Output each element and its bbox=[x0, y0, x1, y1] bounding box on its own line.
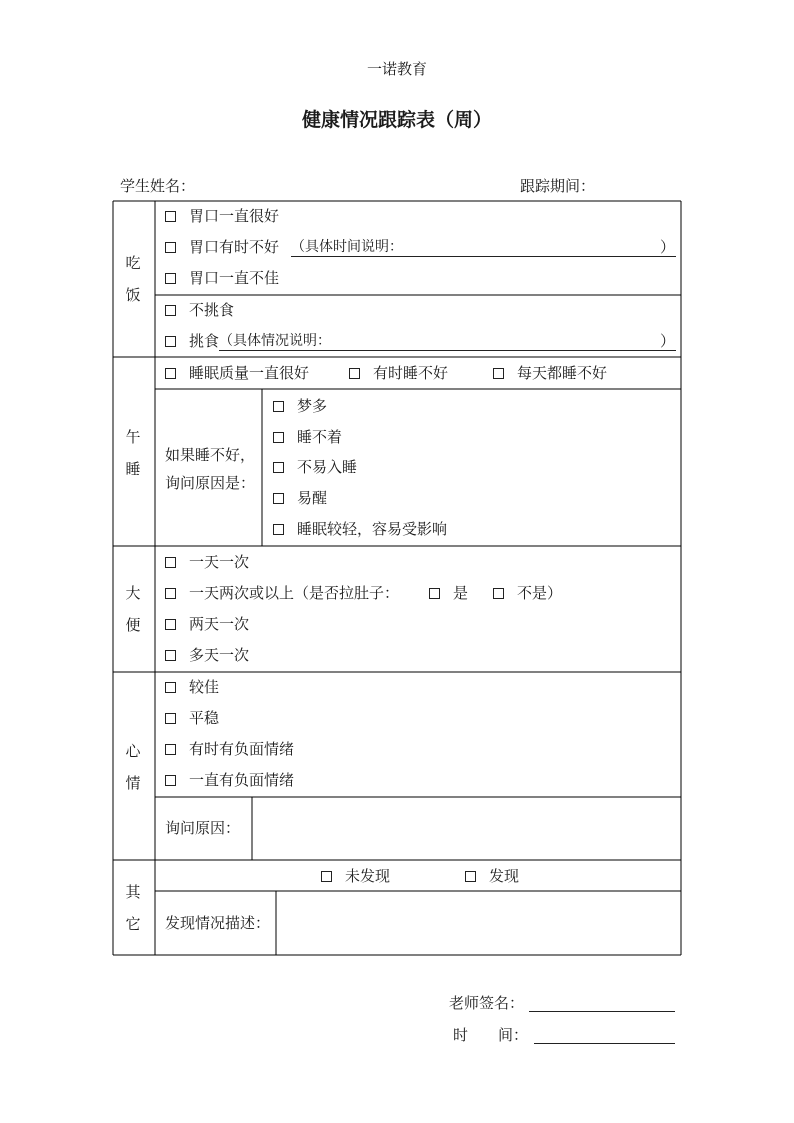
checkbox-box[interactable] bbox=[321, 871, 332, 882]
checkbox-box[interactable] bbox=[493, 588, 504, 599]
reason-light-sleeper-checkbox[interactable]: 睡眠较轻，容易受影响 bbox=[273, 519, 447, 539]
found-checkbox[interactable]: 发现 bbox=[465, 866, 519, 886]
bowel-once-daily-checkbox[interactable]: 一天一次 bbox=[165, 552, 249, 572]
signature-date-line[interactable] bbox=[534, 1043, 675, 1044]
mood-sometimes-negative-checkbox[interactable]: 有时有负面情绪 bbox=[165, 739, 294, 759]
reason-many-dreams-checkbox[interactable]: 梦多 bbox=[273, 396, 327, 416]
found-description-label: 发现情况描述： bbox=[165, 914, 271, 932]
tracking-period-label: 跟踪期间： bbox=[520, 177, 596, 195]
reason-hard-to-fall-asleep-checkbox[interactable]: 不易入睡 bbox=[273, 457, 357, 477]
picky-note-open: （具体情况说明： bbox=[219, 333, 331, 349]
checkbox-box[interactable] bbox=[273, 493, 284, 504]
page-title: 健康情况跟踪表（周） bbox=[301, 109, 492, 131]
appetite-sometimes-bad-checkbox[interactable]: 胃口有时不好 bbox=[165, 237, 279, 257]
bowel-section-label: 大 便 bbox=[125, 584, 141, 634]
nap-section-label: 午 睡 bbox=[125, 428, 141, 478]
checkbox-box[interactable] bbox=[165, 336, 176, 347]
appetite-note-open: （具体时间说明： bbox=[291, 239, 403, 255]
appetite-always-poor-checkbox[interactable]: 胃口一直不佳 bbox=[165, 268, 279, 288]
signature-date-label: 时 间： bbox=[453, 1026, 529, 1044]
mood-reason-field[interactable] bbox=[253, 798, 680, 859]
teacher-signature-label: 老师签名： bbox=[449, 994, 525, 1012]
sleep-sometimes-bad-checkbox[interactable]: 有时睡不好 bbox=[349, 363, 448, 383]
picky-note-close: ） bbox=[660, 332, 676, 350]
checkbox-box[interactable] bbox=[165, 619, 176, 630]
reason-cannot-sleep-checkbox[interactable]: 睡不着 bbox=[273, 427, 342, 447]
appetite-always-good-checkbox[interactable]: 胃口一直很好 bbox=[165, 206, 279, 226]
mood-good-checkbox[interactable]: 较佳 bbox=[165, 677, 219, 697]
sleep-daily-bad-checkbox[interactable]: 每天都睡不好 bbox=[493, 363, 607, 383]
appetite-note-close: ） bbox=[660, 238, 676, 256]
mood-section-label: 心 情 bbox=[125, 742, 141, 792]
checkbox-box[interactable] bbox=[165, 557, 176, 568]
sleep-quality-good-checkbox[interactable]: 睡眠质量一直很好 bbox=[165, 363, 309, 383]
checkbox-box[interactable] bbox=[165, 242, 176, 253]
found-description-field[interactable] bbox=[277, 892, 680, 954]
checkbox-box[interactable] bbox=[273, 401, 284, 412]
mood-stable-checkbox[interactable]: 平稳 bbox=[165, 708, 219, 728]
other-section-label: 其 它 bbox=[125, 883, 141, 933]
student-name-label: 学生姓名： bbox=[120, 177, 196, 195]
checkbox-box[interactable] bbox=[273, 432, 284, 443]
not-picky-checkbox[interactable]: 不挑食 bbox=[165, 300, 234, 320]
bowel-twice-daily-checkbox[interactable]: 一天两次或以上（是否拉肚子： bbox=[165, 583, 399, 603]
mood-always-negative-checkbox[interactable]: 一直有负面情绪 bbox=[165, 770, 294, 790]
teacher-signature-line[interactable] bbox=[529, 1011, 675, 1012]
diarrhea-no-checkbox[interactable]: 不是） bbox=[493, 583, 562, 603]
checkbox-box[interactable] bbox=[165, 588, 176, 599]
checkbox-box[interactable] bbox=[349, 368, 360, 379]
checkbox-box[interactable] bbox=[465, 871, 476, 882]
eating-section-label: 吃 饭 bbox=[125, 254, 141, 304]
checkbox-box[interactable] bbox=[493, 368, 504, 379]
checkbox-box[interactable] bbox=[165, 682, 176, 693]
diarrhea-yes-checkbox[interactable]: 是 bbox=[429, 583, 468, 603]
organization-name: 一诺教育 bbox=[366, 60, 427, 78]
checkbox-box[interactable] bbox=[165, 775, 176, 786]
mood-reason-label: 询问原因： bbox=[165, 819, 241, 837]
sleep-reason-prompt: 如果睡不好， 询问原因是： bbox=[165, 446, 256, 492]
checkbox-box[interactable] bbox=[165, 273, 176, 284]
checkbox-box[interactable] bbox=[165, 650, 176, 661]
checkbox-box[interactable] bbox=[165, 211, 176, 222]
appetite-note-line[interactable] bbox=[291, 256, 676, 257]
bowel-every-two-days-checkbox[interactable]: 两天一次 bbox=[165, 614, 249, 634]
checkbox-box[interactable] bbox=[429, 588, 440, 599]
picky-note-line[interactable] bbox=[219, 350, 676, 351]
checkbox-box[interactable] bbox=[165, 713, 176, 724]
checkbox-box[interactable] bbox=[273, 462, 284, 473]
checkbox-box[interactable] bbox=[273, 524, 284, 535]
reason-wakes-easily-checkbox[interactable]: 易醒 bbox=[273, 488, 327, 508]
checkbox-box[interactable] bbox=[165, 305, 176, 316]
not-found-checkbox[interactable]: 未发现 bbox=[321, 866, 390, 886]
checkbox-box[interactable] bbox=[165, 368, 176, 379]
checkbox-box[interactable] bbox=[165, 744, 176, 755]
picky-checkbox[interactable]: 挑食 bbox=[165, 331, 219, 351]
bowel-several-days-checkbox[interactable]: 多天一次 bbox=[165, 645, 249, 665]
